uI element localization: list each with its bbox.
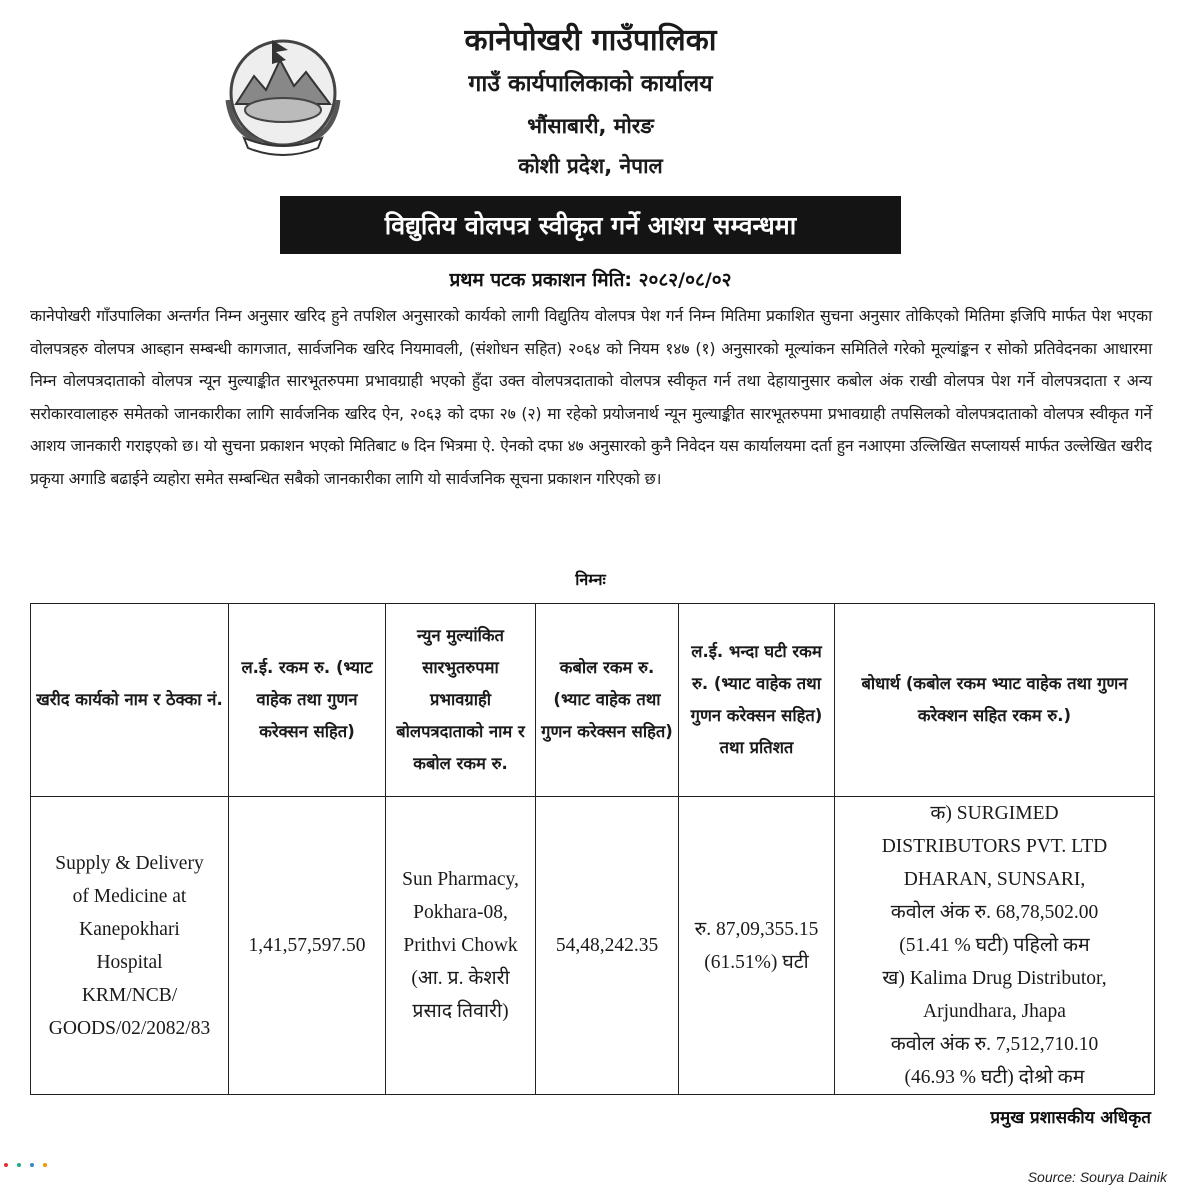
- cell-line: कवोल अंक रु. 68,78,502.00: [890, 902, 1099, 923]
- notice-body: कानेपोखरी गाँउपालिका अन्तर्गत निम्न अनुसार खरिद हुने तपशिल अनुसारको कार्यको लागी विद्युतिय वोलपत्र पेश गर्न निम्न मितिमा प्रकाशित सुचना अनुसार तोकिएको मितिमा इजिपि मार्फत पेश भएका वोलपत्रहरु वोलपत्र आब्हान सम्बन्धी कागजात, सार्वजनिक खरिद नियमावली, (संशोधन सहित) २०६४ को नियम १४७ (१) अनुसारको मूल्यांकन समितिले गरेको मूल्यांङ्कन र सोको प्रतिवेदनका आधारमा निम्न वोलपत्रदाताको वोलपत्र न्यून मुल्याङ्कीत सारभूतरुपमा प्रभावग्राही भएको हुँदा उक्त वोलपत्रदाताको वोलपत्र स्वीकृत गर्न तथा देहायानुसार कबोल अंक राखी वोलपत्र पेश गर्ने वोलपत्रदाता र अन्य सरोकारवालाहरु समेतको जानकारीका लागि सार्वजनिक खरिद ऐन, २०६३ को दफा २७ (२) मा रहेको प्रयोजनार्थ न्यून मुल्याङ्कीत सारभूतरुपमा प्रभावग्राही तपसिलको वोलपत्रदाताको वोलपत्र स्वीकृत गर्ने आशय जानकारी गराइएको छ। यो सुचना प्रकाशन भएको मितिबाट ७ दिन भित्रमा ऐ. ऐनको दफा ४७ अनुसारको कुनै निवेदन यस कार्यालयमा दर्ता हुन नआएमा उल्लिखित सप्लायर्स मार्फत उल्लेखित खरीद प्रकृया अगाडि बढाईने व्यहोरा समेत सम्बन्धित सबैको जानकारीका लागि यो सार्वजनिक सूचना प्रकाशन गरिएको छ।: [30, 306, 1152, 488]
- province-line: कोशी प्रदेश, नेपाल: [518, 154, 663, 178]
- col-header-estimate: ल.ई. रकम रु. (भ्याट वाहेक तथा गुणन करेक्सन सहित): [229, 604, 386, 797]
- source-credit: Source: Sourya Dainik: [1027, 1169, 1167, 1185]
- cell-bid-amount: 54,48,242.35: [536, 797, 679, 1095]
- publication-date: प्रथम पटक प्रकाशन मिति: २०८२/०८/०२: [449, 269, 732, 291]
- cell-work: [31, 797, 229, 1095]
- cell-line: Supply & Delivery: [55, 852, 204, 874]
- cell-line: (51.41 % घटी) पहिलो कम: [899, 935, 1090, 956]
- cell-line: क) SURGIMED: [930, 803, 1059, 824]
- notice-title-banner: [280, 196, 901, 254]
- col-header-information: बोधार्थ (कबोल रकम भ्याट वाहेक तथा गुणन करेक्शन सहित रकम रु.): [835, 604, 1155, 797]
- cell-line: (61.51%) घटी: [704, 951, 809, 973]
- bid-table: [30, 603, 1155, 1095]
- cell-line: (आ. प्र. केशरी: [411, 968, 510, 989]
- office-address: भौंसाबारी, मोरङ: [527, 114, 654, 138]
- cell-line: GOODS/02/2082/83: [48, 1017, 211, 1039]
- cell-line: KRM/NCB/: [81, 984, 178, 1006]
- municipality-name: कानेपोखरी गाउँपालिका: [464, 23, 717, 58]
- cell-line: (46.93 % घटी) दोश्रो कम: [904, 1067, 1085, 1088]
- cell-line: ख) Kalima Drug Distributor,: [882, 968, 1107, 989]
- cell-line: DISTRIBUTORS PVT. LTD: [881, 836, 1108, 857]
- table-caption: निम्नः: [575, 570, 606, 589]
- cell-line: कवोल अंक रु. 7,512,710.10: [890, 1034, 1099, 1055]
- cell-line: Prithvi Chowk: [403, 935, 518, 956]
- col-header-work: खरीद कार्यको नाम र ठेक्का नं.: [31, 604, 229, 797]
- table-header-row: [31, 604, 1155, 797]
- cell-line: Sun Pharmacy,: [402, 869, 519, 890]
- cell-bidder: [386, 797, 536, 1095]
- cell-line: Arjundhara, Jhapa: [923, 1001, 1066, 1022]
- cell-line: Kanepokhari: [79, 918, 180, 940]
- col-header-bidder: न्युन मुल्यांकित सारभुतरुपमा प्रभावग्राही बोलपत्रदाताको नाम र कबोल रकम रु.: [386, 604, 536, 797]
- cell-line: of Medicine at: [72, 885, 187, 907]
- cell-less-than-estimate: [679, 797, 835, 1095]
- cell-information: [835, 797, 1155, 1095]
- logo-dots: [4, 1163, 47, 1167]
- cell-line: Hospital: [96, 951, 163, 973]
- cell-estimate: 1,41,57,597.50: [229, 797, 386, 1095]
- cell-line: रु. 87,09,355.15: [694, 918, 819, 940]
- notice-title: विद्युतिय वोलपत्र स्वीकृत गर्ने आशय सम्वन्धमा: [384, 211, 797, 240]
- cell-line: प्रसाद तिवारी): [412, 1001, 509, 1022]
- col-header-bid-amount: कबोल रकम रु. (भ्याट वाहेक तथा गुणन करेक्सन सहित): [536, 604, 679, 797]
- table-row: [31, 797, 1155, 1095]
- office-name: गाउँ कार्यपालिकाको कार्यालय: [468, 71, 713, 97]
- signature-title: प्रमुख प्रशासकीय अधिकृत: [990, 1108, 1151, 1128]
- cell-line: Pokhara-08,: [413, 902, 508, 923]
- col-header-less-than-estimate: ल.ई. भन्दा घटी रकम रु. (भ्याट वाहेक तथा गुणन करेक्सन सहित) तथा प्रतिशत: [679, 604, 835, 797]
- cell-line: DHARAN, SUNSARI,: [903, 869, 1086, 890]
